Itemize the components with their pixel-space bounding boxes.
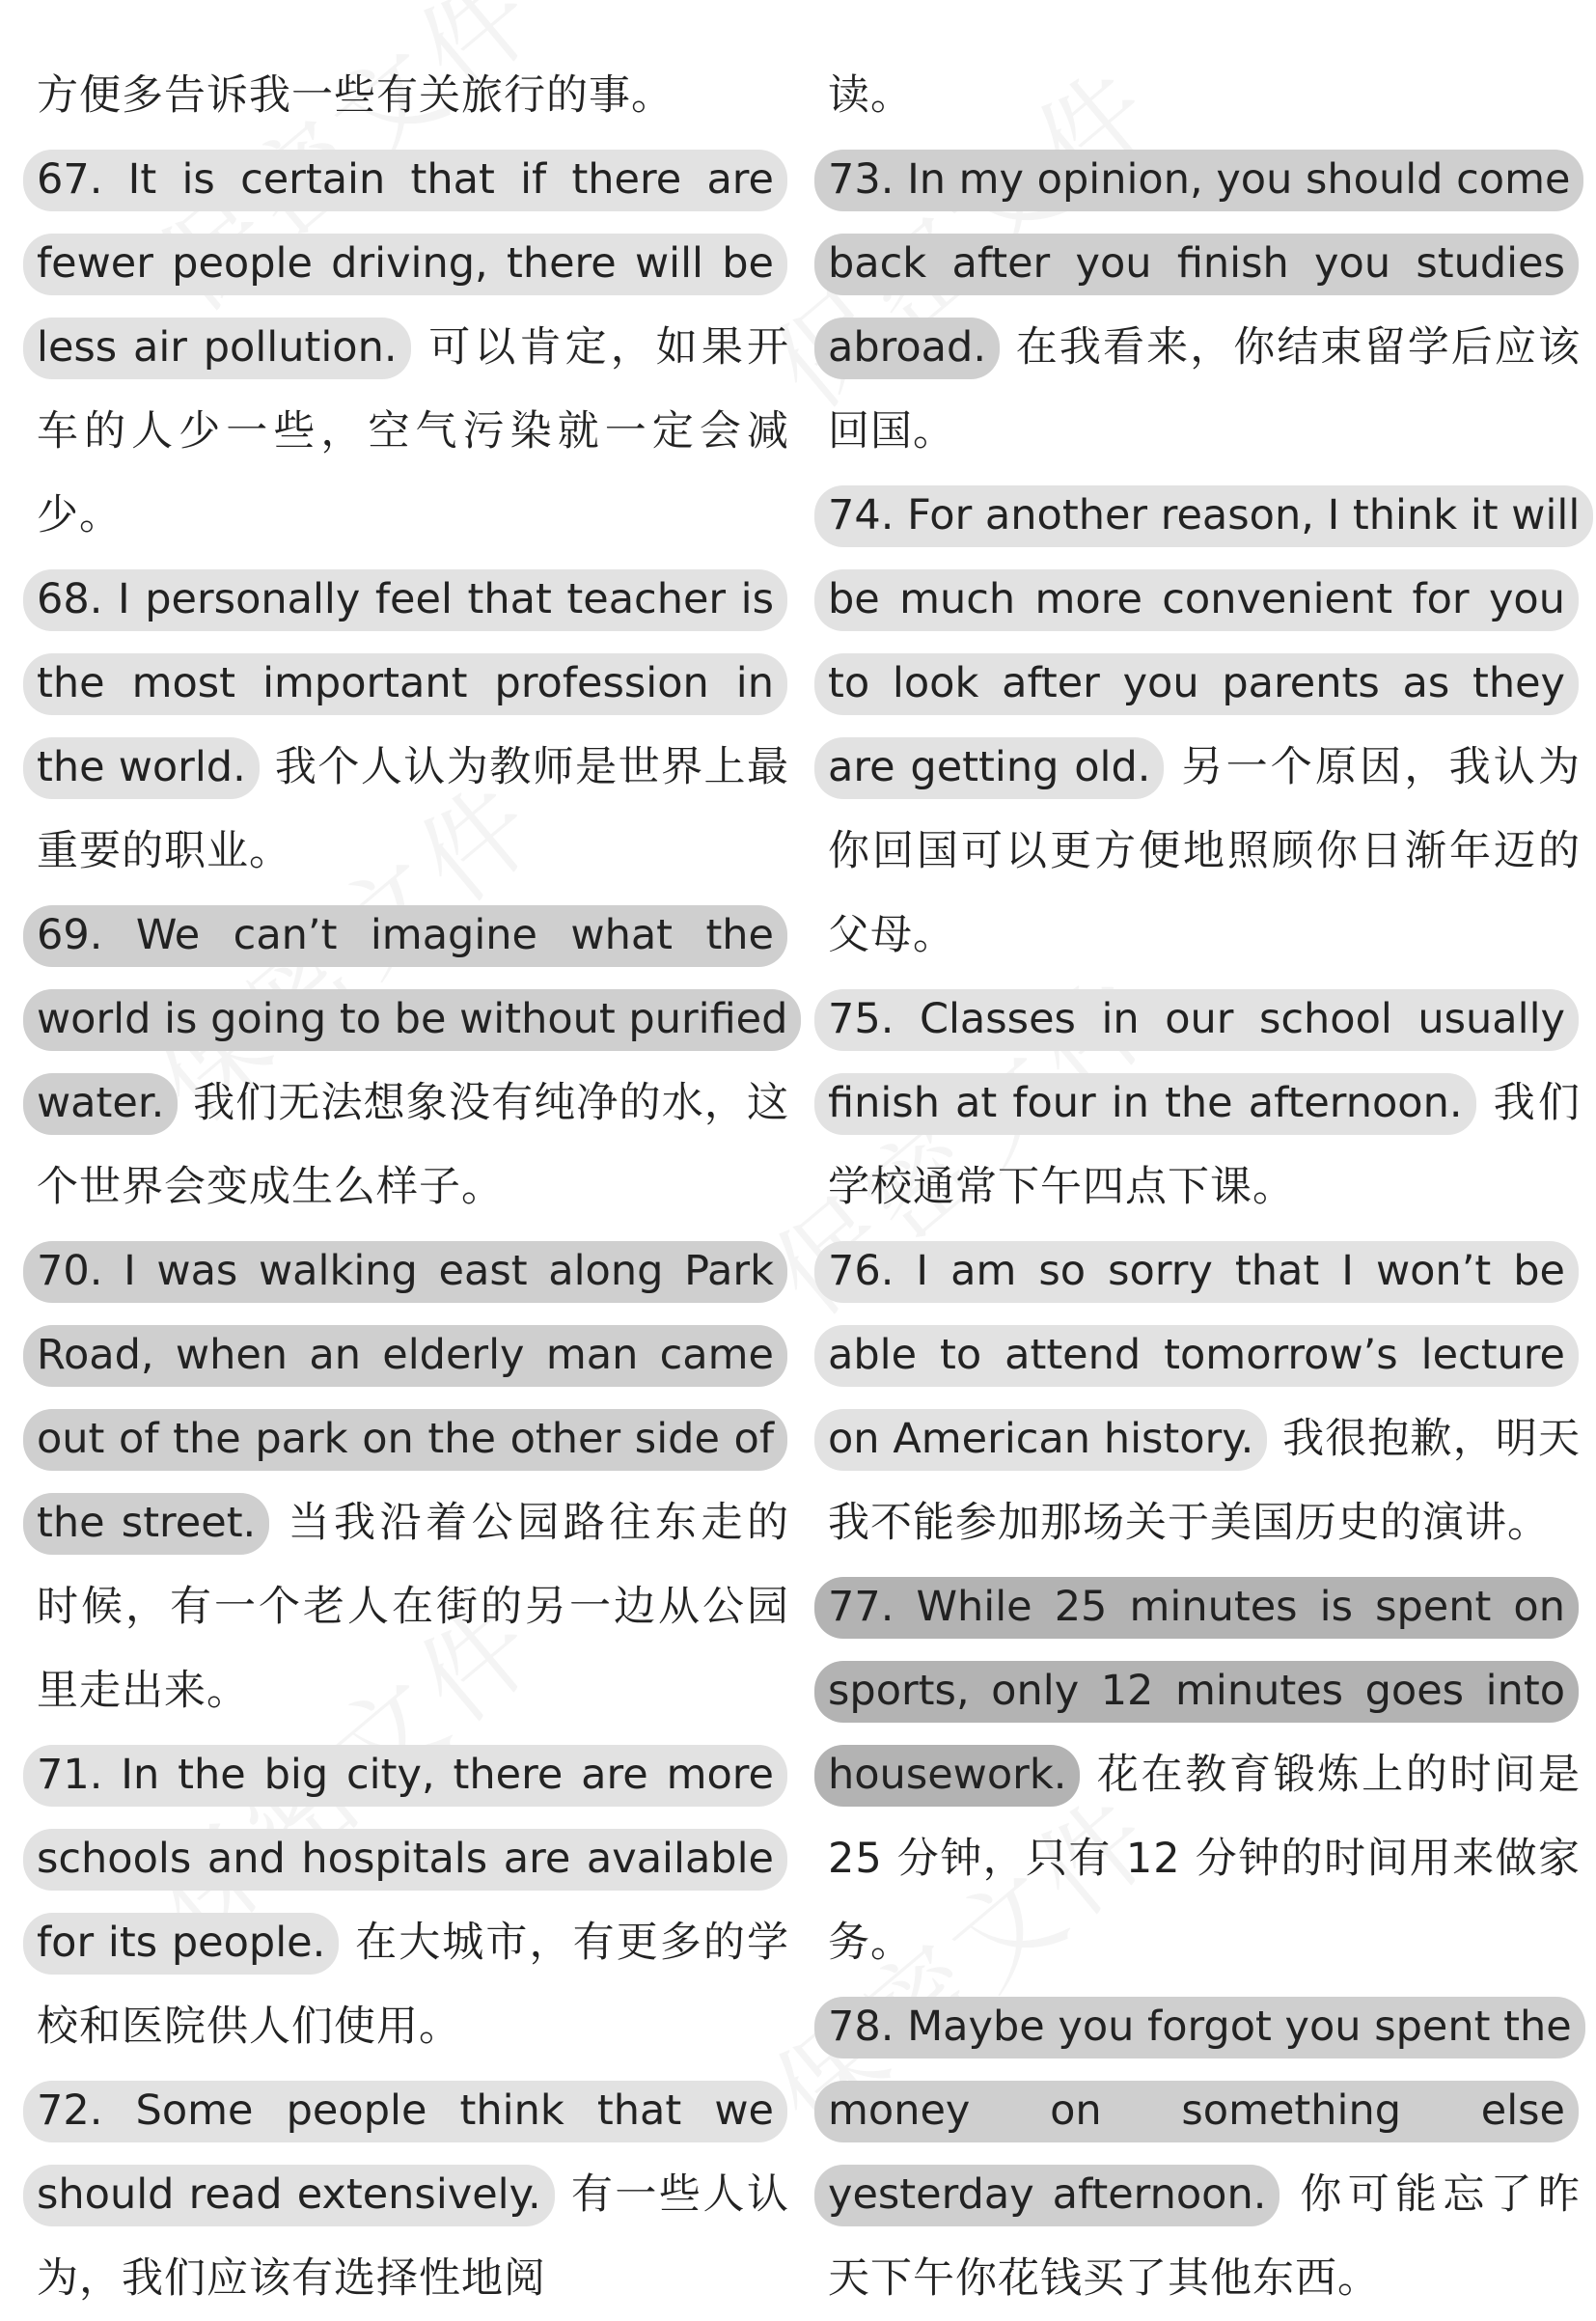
sentence-item bbox=[828, 1985, 1581, 2321]
sentence-item bbox=[37, 558, 789, 894]
chinese-translation: 你可能忘了昨天下午你花钱买了其他东西。 bbox=[828, 2170, 1581, 2303]
chinese-translation: 在我看来，你结束留学后应该回国。 bbox=[828, 323, 1582, 456]
english-sentence: I was walking east along Park Road, when an elderly man came out of the park on the other side of the street. bbox=[37, 1247, 774, 1547]
sentence-item bbox=[828, 474, 1581, 978]
sentence-number: 73. bbox=[828, 155, 894, 204]
sentence-number: 67. bbox=[37, 155, 103, 204]
chinese-translation: 在大城市，有更多的学校和医院供人们使用。 bbox=[37, 1919, 790, 2051]
english-sentence: Some people think that we should read extensively. bbox=[37, 2086, 774, 2219]
sentence-number: 75. bbox=[828, 995, 894, 1043]
sentence-item bbox=[828, 54, 1581, 138]
left-column bbox=[37, 54, 789, 2321]
english-sentence: I personally feel that teacher is the most important profession in the world. bbox=[37, 575, 775, 791]
english-sentence: Classes in our school usually finish at four in the afternoon. bbox=[828, 995, 1565, 1127]
chinese-translation: 另一个原因，我认为你回国可以更方便地照顾你日渐年迈的父母。 bbox=[828, 743, 1582, 959]
sentence-number: 68. bbox=[37, 575, 103, 623]
chinese-translation: 我们学校通常下午四点下课。 bbox=[828, 1079, 1582, 1211]
sentence-item bbox=[37, 2069, 789, 2321]
chinese-translation: 有一些人认为，我们应该有选择性地阅 bbox=[37, 2170, 790, 2303]
sentence-number: 77. bbox=[828, 1583, 894, 1631]
chinese-translation: 我个人认为教师是世界上最重要的职业。 bbox=[37, 743, 789, 875]
sentence-item bbox=[828, 1565, 1581, 1985]
sentence-number: 71. bbox=[37, 1751, 103, 1799]
english-sentence: In the big city, there are more schools and hospitals are available for its people. bbox=[37, 1751, 774, 1967]
sentence-item bbox=[828, 138, 1581, 474]
sentence-item bbox=[37, 138, 789, 558]
english-sentence-highlight bbox=[814, 989, 1579, 1135]
sentence-number: 72. bbox=[37, 2086, 103, 2135]
sentence-item bbox=[37, 894, 789, 1230]
english-sentence: We can’t imagine what the world is going to be without purified water. bbox=[37, 911, 788, 1127]
sentence-number: 69. bbox=[37, 911, 103, 959]
chinese-translation: 可以肯定，如果开车的人少一些，空气污染就一定会减少。 bbox=[37, 323, 790, 539]
chinese-translation: 读。 bbox=[828, 71, 913, 120]
chinese-translation: 当我沿着公园路往东走的时候，有一个老人在街的另一边从公园里走出来。 bbox=[37, 1499, 790, 1715]
sentence-number: 78. bbox=[828, 2003, 894, 2051]
english-sentence: For another reason, I think it will be much more convenient for you to look after you parents as they are getting old. bbox=[828, 491, 1581, 791]
sentence-item bbox=[828, 1230, 1581, 1565]
chinese-translation: 我很抱歉，明天我不能参加那场关于美国历史的演讲。 bbox=[828, 1415, 1581, 1547]
sentence-item bbox=[828, 978, 1581, 1230]
sentence-item bbox=[37, 1733, 789, 2069]
english-sentence: I am so sorry that I won’t be able to attend tomorrow’s lecture on American history. bbox=[828, 1247, 1565, 1463]
english-sentence: It is certain that if there are fewer people driving, there will be less air pollution. bbox=[37, 155, 774, 372]
english-sentence: In my opinion, you should come back after you finish you studies abroad. bbox=[828, 155, 1571, 372]
sentence-number: 70. bbox=[37, 1247, 103, 1295]
english-sentence: While 25 minutes is spent on sports, only 12 minutes goes into housework. bbox=[828, 1583, 1565, 1799]
chinese-translation: 我们无法想象没有纯净的水，这个世界会变成生么样子。 bbox=[37, 1079, 790, 1211]
english-sentence: Maybe you forgot you spent the money on something else yesterday afternoon. bbox=[828, 2003, 1572, 2219]
sentence-item bbox=[37, 54, 789, 138]
sentence-number: 74. bbox=[828, 491, 894, 539]
chinese-translation: 方便多告诉我一些有关旅行的事。 bbox=[37, 71, 674, 120]
right-column bbox=[828, 54, 1581, 2321]
chinese-translation: 花在教育锻炼上的时间是 25 分钟，只有 12 分钟的时间用来做家务。 bbox=[828, 1751, 1581, 1967]
sentence-number: 76. bbox=[828, 1247, 894, 1295]
sentence-item bbox=[37, 1230, 789, 1733]
